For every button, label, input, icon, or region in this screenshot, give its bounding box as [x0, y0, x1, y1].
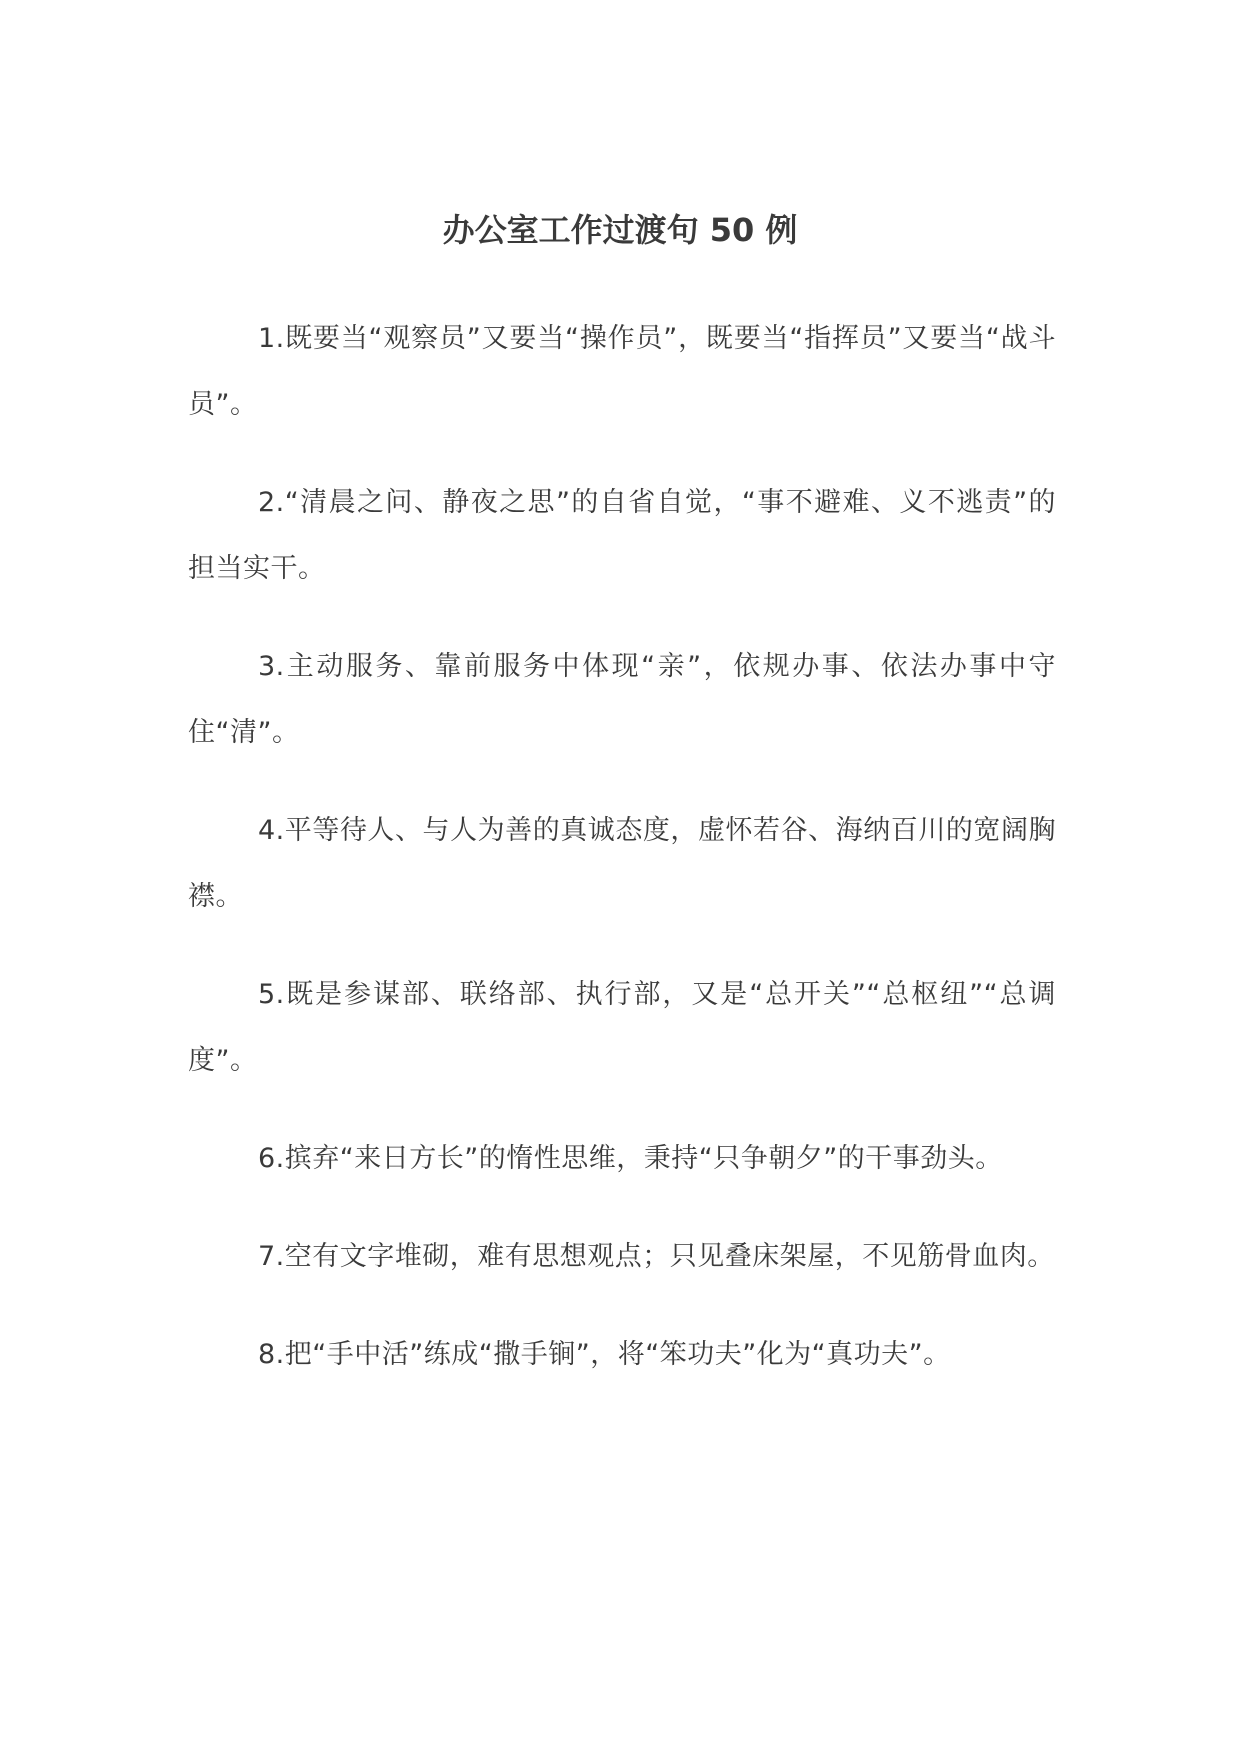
list-item: 8.把“手中活”练成“撒手锏”，将“笨功夫”化为“真功夫”。 — [258, 1339, 951, 1370]
item-list — [188, 306, 1056, 1420]
list-item: 3.主动服务、靠前服务中体现“亲”，依规办事、依法办事中守住“清”。 — [188, 651, 1056, 748]
list-item: 4.平等待人、与人为善的真诚态度，虚怀若谷、海纳百川的宽阔胸襟。 — [188, 815, 1056, 912]
list-item: 7.空有文字堆砌，难有思想观点；只见叠床架屋，不见筋骨血肉。 — [258, 1241, 1055, 1272]
list-item: 1.既要当“观察员”又要当“操作员”，既要当“指挥员”又要当“战斗员”。 — [188, 323, 1056, 420]
document-title: 办公室工作过渡句 50 例 — [442, 211, 798, 249]
list-item: 5.既是参谋部、联络部、执行部，又是“总开关”“总枢纽”“总调度”。 — [188, 979, 1056, 1076]
list-item: 2.“清晨之问、静夜之思”的自省自觉，“事不避难、义不逃责”的担当实干。 — [188, 487, 1056, 584]
list-item: 6.摈弃“来日方长”的惰性思维，秉持“只争朝夕”的干事劲头。 — [258, 1143, 1003, 1174]
